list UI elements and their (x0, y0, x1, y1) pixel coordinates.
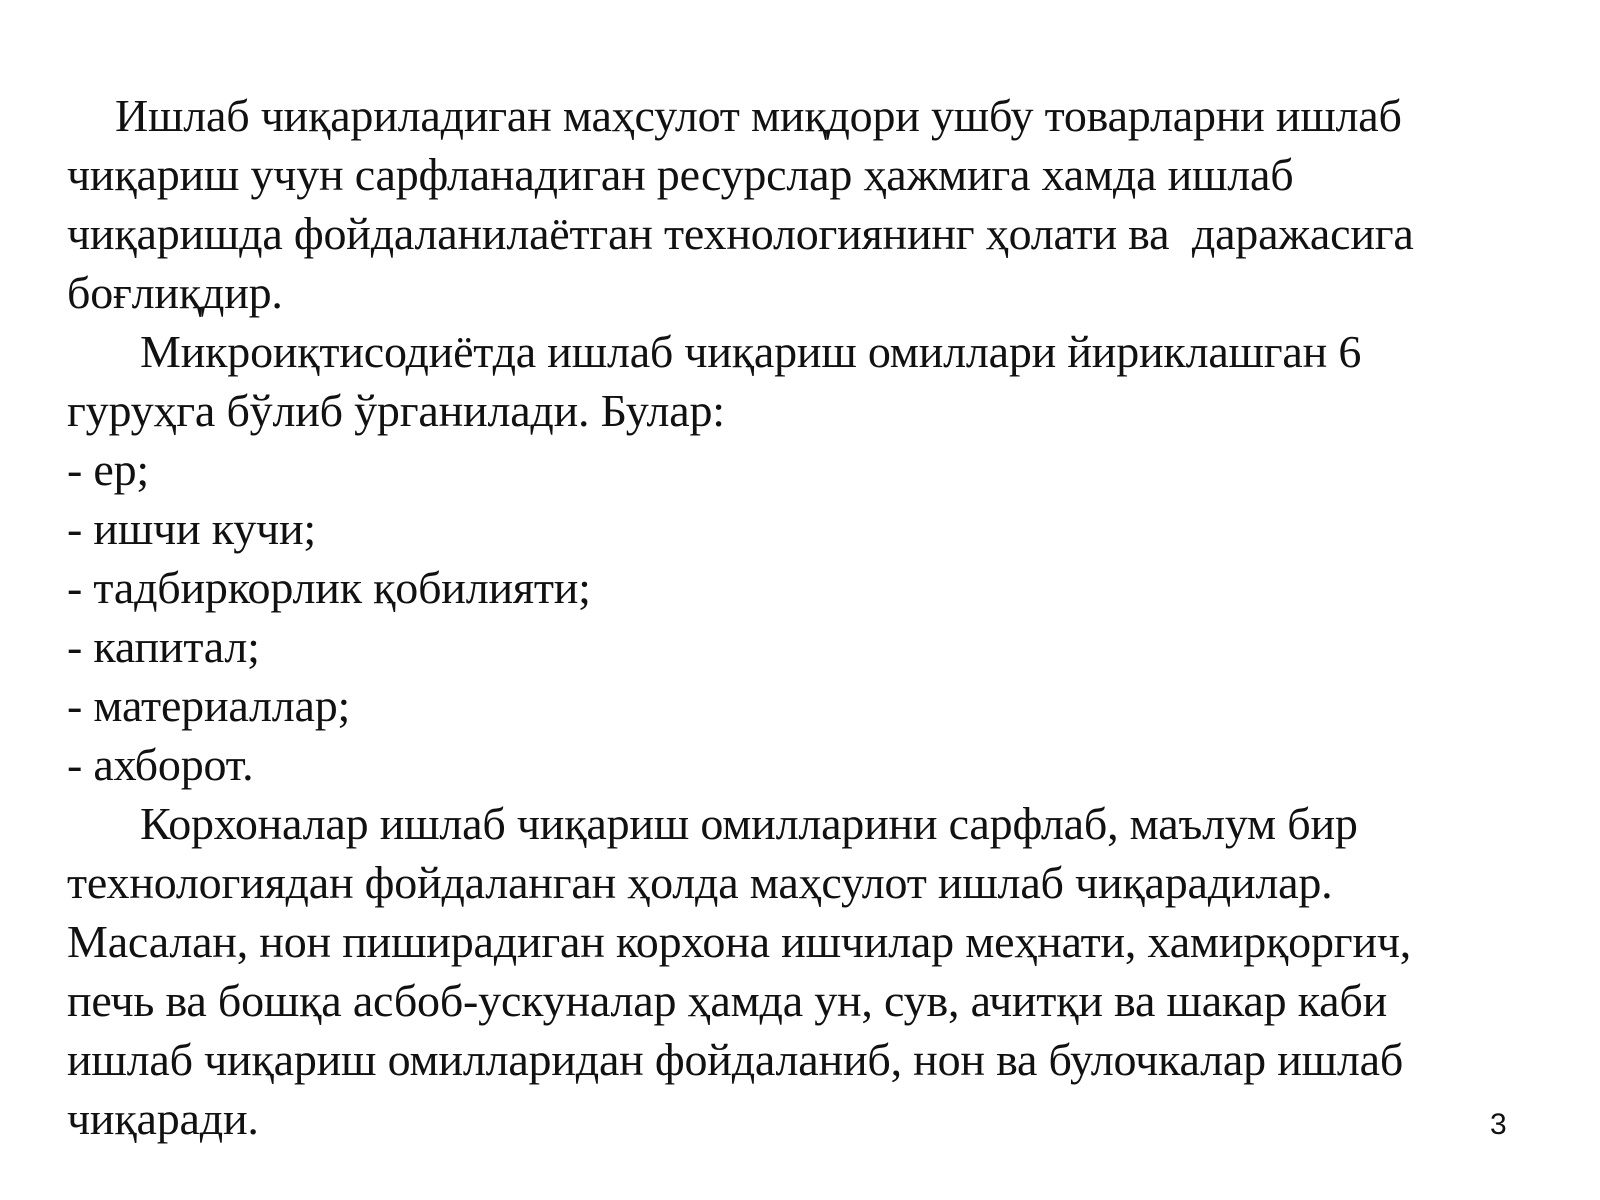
list-item-capital: - капитал; (67, 621, 260, 672)
paragraph-1-line-4: боғлиқдир. (67, 267, 283, 318)
paragraph-3-line-4: печь ва бошқа асбоб-ускуналар ҳамда ун, сув, ачитқи ва шакар каби (67, 975, 1387, 1026)
paragraph-2-line-2: гуруҳга бўлиб ўрганилади. Булар: (67, 385, 725, 436)
paragraph-3-line-2: технологиядан фойдаланган ҳолда маҳсулот ишлаб чиқарадилар. (67, 857, 1333, 908)
paragraph-3-line-1: Корхоналар ишлаб чиқариш омилларини сарфлаб, маълум бир (140, 798, 1358, 849)
paragraph-3-line-5: ишлаб чиқариш омилларидан фойдаланиб, нон ва булочкалар ишлаб (67, 1034, 1404, 1085)
list-item-land: - ер; (67, 444, 150, 495)
paragraph-3-line-3: Масалан, нон пиширадиган корхона ишчилар меҳнати, хамирқоргич, (67, 916, 1412, 967)
document-text (67, 86, 1557, 1148)
paragraph-1-line-2: чиқариш учун сарфланадиган ресурслар ҳажмига хамда ишлаб (67, 149, 1294, 200)
paragraph-1-line-3: чиқаришда фойдаланилаётган технологиянинг ҳолати ва даражасига (67, 208, 1414, 259)
list-item-materials: - материаллар; (67, 680, 351, 731)
list-item-labor: - ишчи кучи; (67, 503, 316, 554)
page-number: 3 (1490, 1108, 1507, 1141)
list-item-information: - ахборот. (67, 739, 254, 790)
paragraph-2-line-1: Микроиқтисодиётда ишлаб чиқариш омиллари йириклашган 6 (140, 326, 1362, 377)
paragraph-3-line-6: чиқаради. (67, 1093, 259, 1144)
list-item-entrepreneurship: - тадбиркорлик қобилияти; (67, 562, 591, 613)
paragraph-1-line-1: Ишлаб чиқариладиган маҳсулот миқдори ушбу товарларни ишлаб (115, 90, 1402, 141)
